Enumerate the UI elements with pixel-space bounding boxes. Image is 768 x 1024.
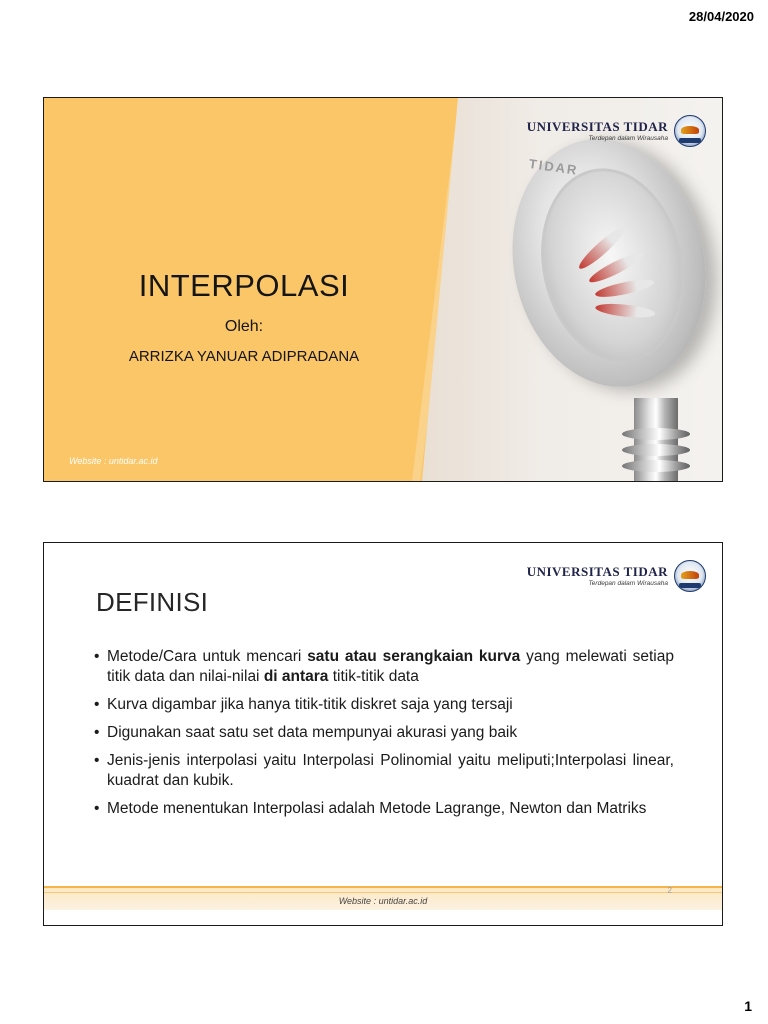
logo-tagline: Terdepan dalam Wirausaha bbox=[588, 579, 668, 587]
bullet-emphasis: satu atau serangkaian kurva bbox=[307, 648, 521, 665]
medal-ring bbox=[622, 460, 690, 472]
bullet-text: Kurva digambar jika hanya titik-titik diskret saja yang tersaji bbox=[107, 696, 513, 713]
bullet-item bbox=[94, 647, 674, 687]
slide-title: INTERPOLASI bbox=[138, 268, 350, 303]
bullet-text: Metode menentukan Interpolasi adalah Metode Lagrange, Newton dan Matriks bbox=[107, 800, 647, 817]
medal-ring bbox=[622, 444, 690, 456]
bullet-text: titik-titik data bbox=[328, 668, 419, 685]
website-label: Website : untidar.ac.id bbox=[69, 456, 158, 466]
page-number: 1 bbox=[744, 998, 752, 1014]
subtitle: Oleh: bbox=[224, 318, 264, 335]
bullet-text: yang melewati setiap titik data dan nilai-nilai bbox=[107, 648, 674, 685]
bullet-item bbox=[94, 799, 674, 819]
footer-band bbox=[44, 886, 722, 910]
logo-tagline: Terdepan dalam Wirausaha bbox=[588, 134, 668, 142]
university-logo bbox=[527, 558, 706, 594]
slide-heading: DEFINISI bbox=[96, 587, 209, 617]
bullet-item bbox=[94, 723, 674, 743]
university-emblem-icon bbox=[674, 560, 706, 592]
bullet-list bbox=[94, 647, 674, 827]
bullet-text: Metode/Cara untuk mencari bbox=[107, 648, 308, 665]
medal-ring bbox=[622, 428, 690, 440]
bullet-item bbox=[94, 695, 674, 715]
page-date: 28/04/2020 bbox=[688, 9, 754, 24]
bullet-item bbox=[94, 751, 674, 791]
logo-name: UNIVERSITAS TIDAR bbox=[526, 563, 668, 579]
medal-engraving: TIDAR bbox=[528, 156, 580, 178]
slide-2 bbox=[43, 542, 723, 926]
title-block bbox=[44, 268, 444, 365]
university-logo bbox=[527, 113, 706, 149]
university-emblem-icon bbox=[674, 115, 706, 147]
bullet-text: Digunakan saat satu set data mempunyai akurasi yang baik bbox=[107, 724, 518, 741]
author-name: ARRIZKA YANUAR ADIPRADANA bbox=[128, 348, 360, 365]
medal-wing bbox=[595, 302, 656, 320]
medal-inner bbox=[524, 155, 702, 376]
slide-1 bbox=[43, 97, 723, 482]
slide-number: 2 bbox=[667, 886, 672, 895]
website-label: Website : untidar.ac.id bbox=[338, 896, 428, 906]
bullet-emphasis: di antara bbox=[263, 668, 329, 685]
logo-name: UNIVERSITAS TIDAR bbox=[526, 118, 668, 134]
bullet-text: Jenis-jenis interpolasi yaitu Interpolasi Polinomial yaitu meliputi;Interpolasi linear, kuadrat dan kubik. bbox=[107, 752, 674, 789]
